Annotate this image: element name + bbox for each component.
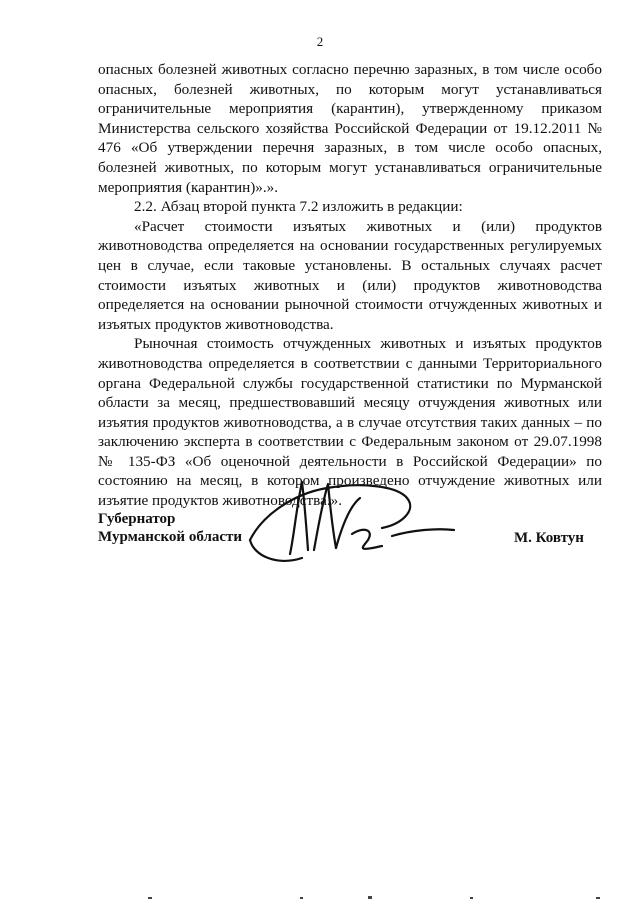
signatory-title-line-2: Мурманской области	[98, 529, 243, 545]
signatory-title-line-1: Губернатор	[98, 511, 176, 527]
page-number: 2	[316, 34, 324, 49]
paragraph-3: «Расчет стоимости изъятых животных и (или) продуктов животноводства определяется на основании государственных регулируемых цен в случае, если таковые установлены. В остальных случаях расчет стоимости изъятых животных и (или) продуктов животноводства определяется на основании рыночной стоимости отчужденных животных и изъятых продуктов животноводства.	[98, 217, 602, 333]
scan-artifact-marks	[0, 894, 640, 902]
document-body	[98, 60, 602, 511]
handwritten-signature	[232, 476, 462, 576]
paragraph-2: 2.2. Абзац второй пункта 7.2 изложить в редакции:	[134, 198, 463, 216]
signatory-name: М. Ковтун	[514, 530, 584, 546]
paragraph-1: опасных болезней животных согласно перечню заразных, в том числе особо опасных, болезней животных, по которым могут устанавливаться ограничительные мероприятия (карантин), утвержденному приказом Министерства сельского хозяйства Российской Федерации от 19.12.2011 № 476 «Об утверждении перечня заразных, в том числе особо опасных, болезней животных, по которым могут устанавливаться ограничительные мероприятия (карантин)».».	[98, 61, 602, 196]
paragraph-4: Рыночная стоимость отчужденных животных и изъятых продуктов животноводства определяется в соответствии с данными Территориального органа Федеральной службы государственной статистики по Мурманской области за месяц, предшествовавший месяцу отчуждения животных или изъятия продуктов животноводства, а в случае отсутствия таких данных – по заключению эксперта в соответствии с Федеральным законом от 29.07.1998 № 135-ФЗ «Об оценочной деятельности в Российской Федерации» по состоянию на месяц, в котором произведено отчуждение животных или изъятие продуктов животноводства.».	[98, 335, 602, 510]
